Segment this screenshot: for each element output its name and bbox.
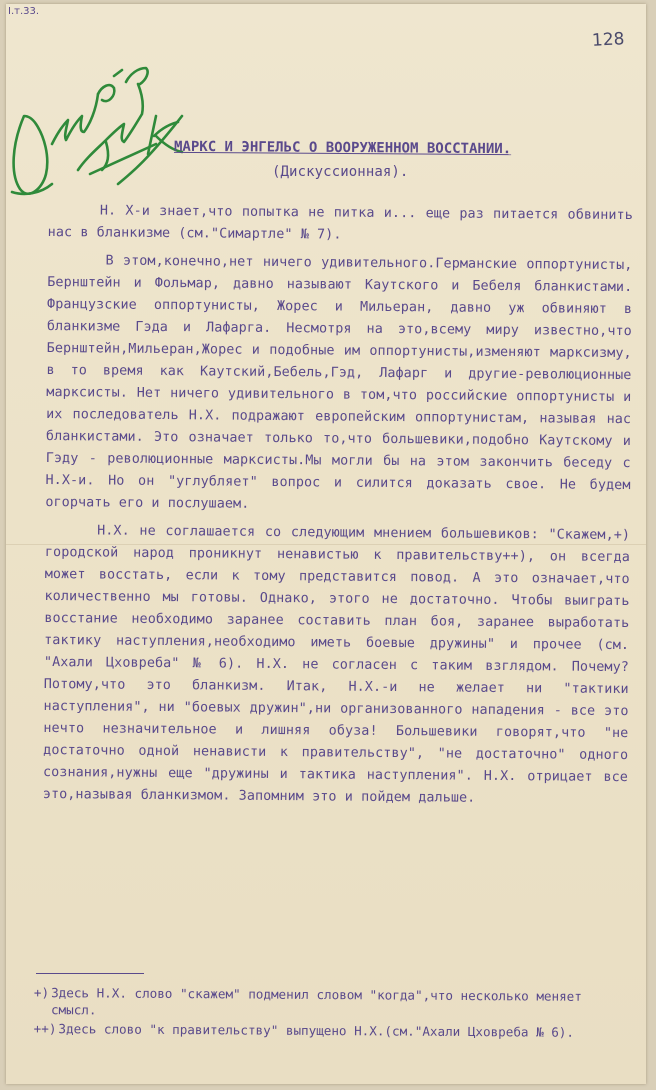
footnotes bbox=[34, 984, 624, 1043]
document-page bbox=[6, 4, 646, 1084]
page-number: 128 bbox=[591, 29, 625, 51]
footnote-text: Здесь Н.Х. слово "скажем" подменил словом "когда",что несколько меняет смысл. bbox=[50, 985, 582, 1018]
footnote-mark: ++) bbox=[33, 1020, 57, 1037]
document-body bbox=[43, 200, 633, 811]
paragraph-1: Н. Х-и знает,что попытка не питка и... еще раз питается обвинить нас в бланкизме (см."Симартле" № 7). bbox=[47, 203, 633, 243]
footnote-mark: +) bbox=[33, 985, 50, 1001]
footnote-text: Здесь слово "к правительству" выпущено Н.Х.(см."Ахали Цховреба № 6). bbox=[58, 1021, 575, 1040]
document-subtitle: (Дискуссионная). bbox=[272, 164, 409, 180]
handwritten-green-note bbox=[6, 24, 196, 204]
footnote-divider bbox=[36, 973, 144, 974]
footnote-2 bbox=[34, 1020, 624, 1041]
paragraph-2: В этом,конечно,нет ничего удивительного.Германские оппортунисты, Бернштейн и Фольмар, давно называют Каутского и Бебеля бланкистами. Французские оппортунисты, Жорес и Мильеран, давно уж обвиняют в бланкизме Гэда и Лафарга. Несмотря на это,всему миру известно,что Бернштейн,Мильеран,Жорес и подобные им оппортунисты,изменяют марксизму, в то время как Каутский,Бебель,Гэд, Лафарг и другие-революционные марксисты. Нет ничего удивительного в том,что российские оппортунисты и их последователь Н.Х. подражают европейским оппортунистам, называя нас бланкистами. Это означает только то,что большевики,подобно Каутскому и Гэду - революционные марксисты.Мы могли бы на этом закончить беседу с Н.Х-и. Но он "углубляет" вопрос и силится доказать свое. Не будем огорчать его и послушаем. bbox=[45, 253, 633, 512]
footnote-1 bbox=[34, 984, 624, 1022]
paragraph-3: Н.Х. не соглашается со следующим мнением большевиков: "Скажем,+) городской народ проникнут ненавистью к правительству++), он всегда может восстать, если к тому представится повод. А это означает,что количественно мы готовы. Однако, этого не достаточно. Чтобы выиграть восстание необходимо заранее составить план боя, заранее выработать тактику наступления,необходимо иметь боевые дружины" и прочее (см. "Ахали Цховреба" № 6). Н.Х. не согласен с таким взглядом. Почему? Потому,что это бланкизм. Итак, Н.Х.-и не желает ни "тактики наступления", ни "боевых дружин",ни организованного нападения - все это нечто незначительное и лишняя обуза! Большевики говорят,что "не достаточно одной ненависти к правительству", "не достаточно" одного сознания,нужны еще "дружины и тактика наступления". Н.Х. отрицает все это,называя бланкизмом. Запомним это и пойдем дальше. bbox=[42, 523, 631, 806]
document-title: МАРКС И ЭНГЕЛЬС О ВООРУЖЕННОМ ВОССТАНИИ. bbox=[173, 138, 512, 158]
archive-corner-note: I.т.33. bbox=[8, 6, 40, 17]
